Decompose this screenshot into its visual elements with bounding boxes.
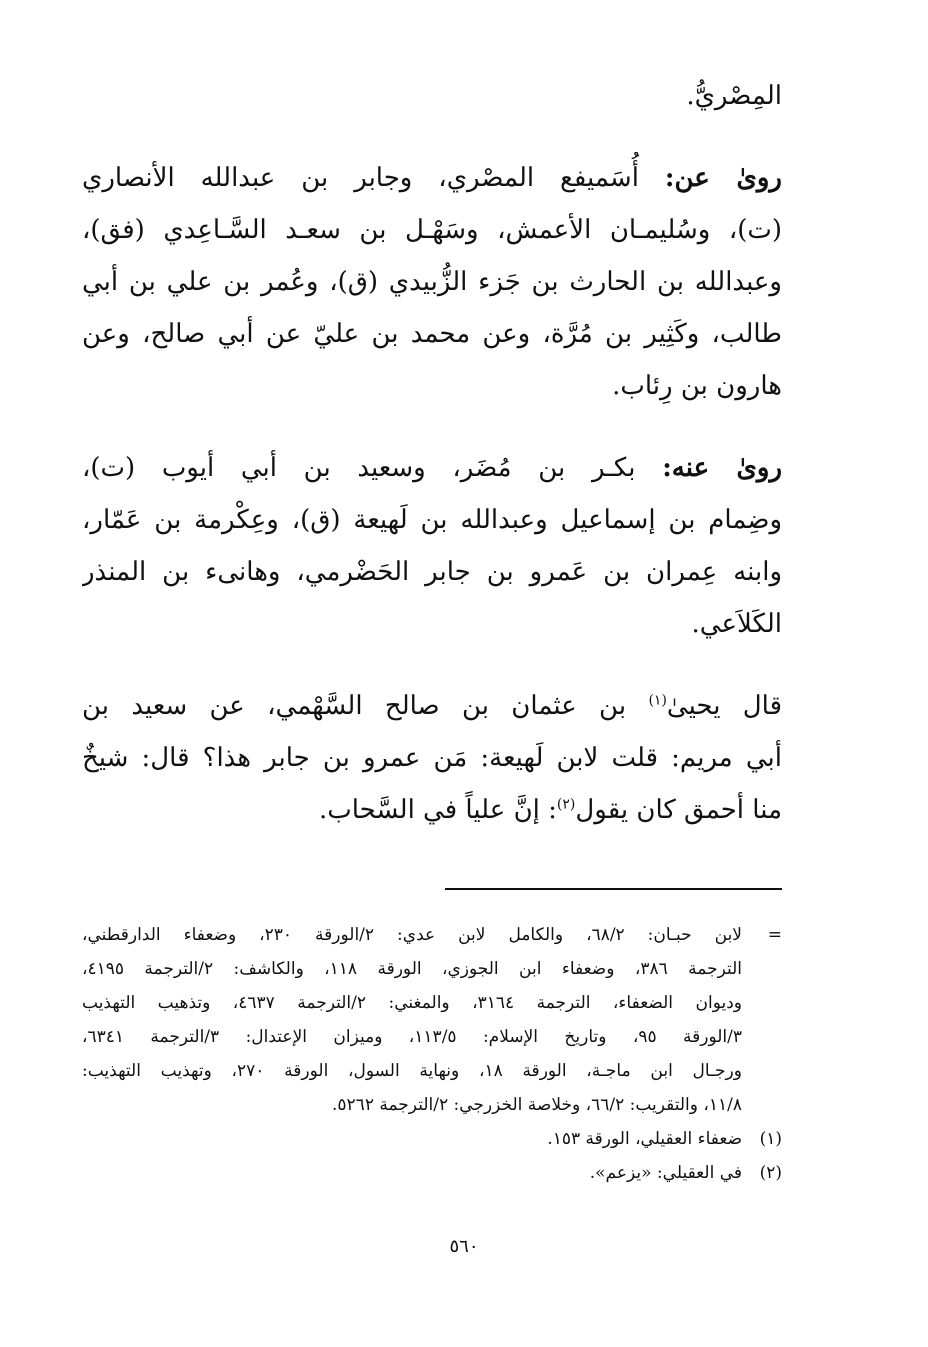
section-label-narrated-by: روىٰ عنه:: [662, 453, 782, 483]
footnote-2: [82, 1156, 782, 1190]
footnote-1: [82, 1122, 782, 1156]
footnote-marker: (١): [759, 1129, 782, 1149]
footnote-body: [82, 918, 742, 1122]
footnote-body: [82, 1122, 742, 1156]
line-text: بن عثمان بن صالح السَّهْمي، عن سعيد بن: [82, 691, 627, 721]
line-text: منا أحمق كان يقول: [575, 795, 782, 825]
footnote-marker: (٢): [759, 1163, 782, 1183]
text-line: [82, 680, 782, 732]
text-line: [82, 442, 782, 494]
footnote-line: ١١/٨، والتقريب: ٦٦/٢، وخلاصة الخزرجي: ٢/الترجمة ٥٢٦٢.: [332, 1095, 742, 1115]
footnote-body: [82, 1156, 742, 1190]
main-text: [82, 70, 782, 836]
footnote-line: وديوان الضعفاء، الترجمة ٣١٦٤، والمغني: ٢/الترجمة ٤٦٣٧، وتذهيب التهذيب: [82, 993, 742, 1013]
footnote-marker: =: [767, 925, 782, 945]
line-text: بكـر بن مُضَر، وسعيد بن أبي أيوب (ت)،: [82, 453, 636, 483]
footnote-line: ٣/الورقة ٩٥، وتاريخ الإسلام: ١١٣/٥، وميزان الإعتدال: ٣/الترجمة ٦٣٤١،: [82, 1027, 742, 1047]
line-text: قال يحيىٰ: [666, 691, 782, 721]
footnote-divider: [445, 888, 782, 890]
line-text: : إنَّ علياً في السَّحاب.: [319, 795, 557, 825]
section-label-narrated-from: روىٰ عن:: [664, 163, 782, 193]
footnote-line: ورجـال ابن ماجـة، الورقة ١٨، ونهاية السول، الورقة ٢٧٠، وتهذيب التهذيب:: [82, 1061, 742, 1081]
footnote-line: لابن حبـان: ٦٨/٢، والكامل لابن عدي: ٢/الورقة ٢٣٠، وضعفاء الدارقطني،: [82, 925, 742, 945]
text-line: أبي مريم: قلت لابن لَهيعة: مَن عمرو بن جابر هذا؟ قال: شيخٌ: [82, 743, 782, 773]
text-line: الكَلاَعي.: [691, 609, 782, 639]
text-line: [82, 152, 782, 204]
footnote-ref-1[interactable]: (١): [648, 692, 667, 709]
footnote-continuation: [82, 918, 782, 1122]
line-text: أُسَميفع المصْري، وجابر بن عبدالله الأنصاري: [82, 163, 639, 193]
text-line: هارون بن رِئاب.: [612, 371, 782, 401]
text-line: وضِمام بن إسماعيل وعبدالله بن لَهيعة (ق)، وعِكْرمة بن عَمّار،: [82, 505, 782, 535]
text-line: [82, 784, 782, 836]
text-line: طالب، وكَثِير بن مُرَّة، وعن محمد بن عليّ عن أبي صالح، وعن: [82, 319, 782, 349]
footnote-line: في العقيلي: «يزعم».: [589, 1163, 742, 1183]
footnote-line: ضعفاء العقيلي، الورقة ١٥٣.: [547, 1129, 742, 1149]
page-number: ٥٦٠: [449, 1236, 479, 1257]
footnotes: [82, 918, 782, 1190]
footnote-line: الترجمة ٣٨٦، وضعفاء ابن الجوزي، الورقة ١١٨، والكاشف: ٢/الترجمة ٤١٩٥،: [82, 959, 742, 979]
text-line: المِصْريُّ.: [686, 81, 782, 111]
footnote-ref-2[interactable]: (٢): [556, 796, 576, 813]
text-line: وابنه عِمران بن عَمرو بن جابر الحَضْرمي، وهانىء بن المنذر: [82, 557, 782, 587]
text-line: وعبدالله بن الحارث بن جَزء الزُّبيدي (ق)، وعُمر بن علي بن أبي: [82, 267, 782, 297]
text-line: (ت)، وسُليمـان الأعمش، وسَهْـل بن سعـد السَّـاعِدي (فق)،: [82, 215, 782, 245]
